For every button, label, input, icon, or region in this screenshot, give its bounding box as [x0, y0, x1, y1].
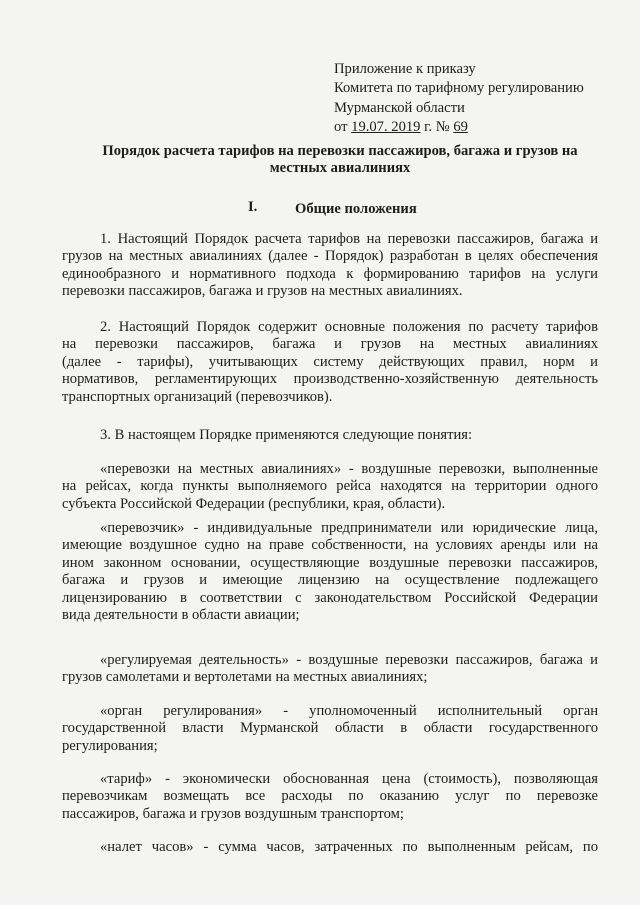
text-line: грузов на местных авиалиниях (далее - Порядок) разработан в целях обеспечения — [62, 248, 598, 265]
definition-regulatory-body — [62, 703, 598, 755]
text-line: нормативов, регламентирующих производственно-хозяйственную деятельность — [62, 371, 598, 388]
text-line: «регулируемая деятельность» - воздушные перевозки пассажиров, багажа и — [100, 652, 598, 668]
text-line: на рейсах, когда пункты выполняемого рейса находятся на территории одного — [62, 478, 598, 495]
text-line: 3. В настоящем Порядке применяются следующие понятия: — [100, 427, 473, 443]
paragraph-3 — [62, 427, 598, 444]
text-line: имеющие воздушное судно на праве собственности, на условиях аренды или на — [62, 537, 598, 554]
date-prefix: от — [334, 118, 352, 135]
text-line: на перевозки пассажиров, багажа и грузов на местных авиалиниях — [62, 336, 598, 353]
section-number: I. — [248, 199, 258, 215]
text-line: субъекта Российской Федерации (республики, края, области). — [62, 495, 446, 512]
text-line: единообразного и нормативного подхода к формированию тарифов на услуги — [62, 265, 598, 282]
paragraph-2 — [62, 319, 598, 406]
text-line: «тариф» - экономически обоснованная цена (стоимость), позволяющая — [100, 771, 598, 787]
text-line: «орган регулирования» - уполномоченный исполнительный орган — [100, 703, 598, 719]
text-line: вида деятельности в области авиации; — [62, 607, 300, 624]
document-title — [60, 143, 620, 177]
section-heading — [0, 199, 640, 219]
text-line: пассажиров, багажа и грузов воздушным транспортом; — [62, 805, 404, 822]
text-line: транспортных организаций (перевозчиков). — [62, 388, 333, 405]
order-appendix-header — [334, 60, 624, 137]
text-line: 1. Настоящий Порядок расчета тарифов на перевозки пассажиров, багажа и — [100, 231, 598, 247]
text-line: багажа и грузов и имеющие лицензию на осуществление подлежащего — [62, 572, 598, 589]
definition-flight-hours — [62, 839, 598, 856]
header-line-appendix: Приложение к приказу — [334, 61, 476, 77]
header-line-committee: Комитета по тарифному регулированию — [334, 80, 584, 97]
text-line: перевозчикам возмещать все расходы по оказанию услуг по перевозке — [62, 788, 598, 805]
definition-local-airlines — [62, 461, 598, 513]
definition-regulated-activity — [62, 652, 598, 687]
order-date: 19.07. 2019 — [351, 118, 421, 135]
order-number: 69 — [453, 118, 468, 135]
text-line: перевозки пассажиров, багажа и грузов на местных авиалиниях. — [62, 283, 463, 300]
section-name: Общие положения — [295, 201, 417, 217]
text-line: ином законном основании, осуществляющие воздушные перевозки пассажиров, — [62, 554, 598, 571]
text-line: «перевозки на местных авиалиниях» - воздушные перевозки, выполненные — [100, 461, 598, 477]
paragraph-1 — [62, 231, 598, 301]
header-line-region: Мурманской области — [334, 99, 465, 116]
text-line: «перевозчик» - индивидуальные предприниматели или юридические лица, — [100, 520, 598, 536]
text-line: грузов самолетами и вертолетами на местных авиалиниях; — [62, 669, 428, 686]
definition-tariff — [62, 771, 598, 823]
definition-carrier — [62, 520, 598, 624]
header-line-date-number — [334, 118, 624, 137]
date-number-separator: г. № — [420, 118, 454, 135]
text-line: государственной власти Мурманской области в области государственного — [62, 720, 598, 737]
title-line-1: Порядок расчета тарифов на перевозки пассажиров, багажа и грузов на — [102, 143, 578, 159]
text-line: «налет часов» - сумма часов, затраченных по выполненным рейсам, по — [100, 839, 598, 855]
text-line: (далее - тарифы), учитывающих систему действующих правил, норм и — [62, 353, 598, 370]
text-line: регулирования; — [62, 737, 158, 754]
text-line: 2. Настоящий Порядок содержит основные положения по расчету тарифов — [100, 319, 598, 335]
text-line: лицензированию в соответствии с законодательством Российской Федерации — [62, 589, 598, 606]
title-line-2: местных авиалиниях — [269, 160, 411, 176]
